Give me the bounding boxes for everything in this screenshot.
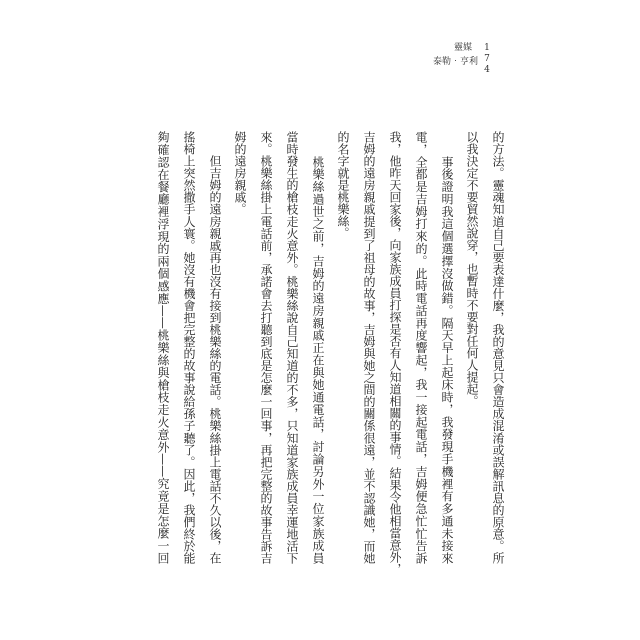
text-column: 以我決定不要貿然說穿，也暫時不要對任何人提起。 <box>465 131 479 407</box>
text-column: 事後證明我這個選擇沒做錯。隔天早上起床時，我發現手機裡有多通未接來 <box>440 131 454 564</box>
text-column: 但吉姆的遠房親戚再也沒有接到桃樂絲的電話。桃樂絲掛上電話不久以後，在 <box>208 131 222 564</box>
text-column: 吉姆的遠房親戚提到了祖母的故事，吉姆與她之間的關係很遠，並不認識她，而她 <box>362 131 376 564</box>
text-column: 來。桃樂絲掛上電話前，承諾會去打聽到底是怎麼一回事，再把完整的故事告訴吉 <box>259 131 273 564</box>
running-author: 泰勒‧亨利 <box>432 57 478 67</box>
text-column: 的名字就是桃樂絲。 <box>336 131 350 239</box>
text-column: 的方法。靈魂知道自己要表達什麼，我的意見只會造成混淆或誤解訊息的原意。所 <box>491 131 505 564</box>
running-title: 靈媒 <box>453 43 472 53</box>
page-number: 174 <box>482 43 492 76</box>
text-column: 搖椅上突然撒手人寰。她沒有機會把完整的故事說給孫子聽了。因此，我們終於能 <box>182 131 196 564</box>
text-column: 電，全都是吉姆打來的。此時電話再度響起，我一接起電話，吉姆便急忙忙告訴 <box>414 131 428 564</box>
text-column: 我，他昨天回家後，向家族成員打探是否有人知道相關的事情。結果令他相當意外， <box>388 131 402 575</box>
text-column: 當時發生的槍枝走火意外。桃樂絲說自己知道的不多，只知道家族成員幸運地活下 <box>285 131 299 564</box>
text-column: 姆的遠房親戚。 <box>233 131 247 215</box>
text-column: 夠確認在餐廳裡浮現的兩個感應——桃樂絲與槍枝走火意外——究竟是怎麼一回 <box>156 131 170 564</box>
text-column: 桃樂絲過世之前，吉姆的遠房親戚正在與她通電話，討論另外一位家族成員 <box>311 131 325 564</box>
